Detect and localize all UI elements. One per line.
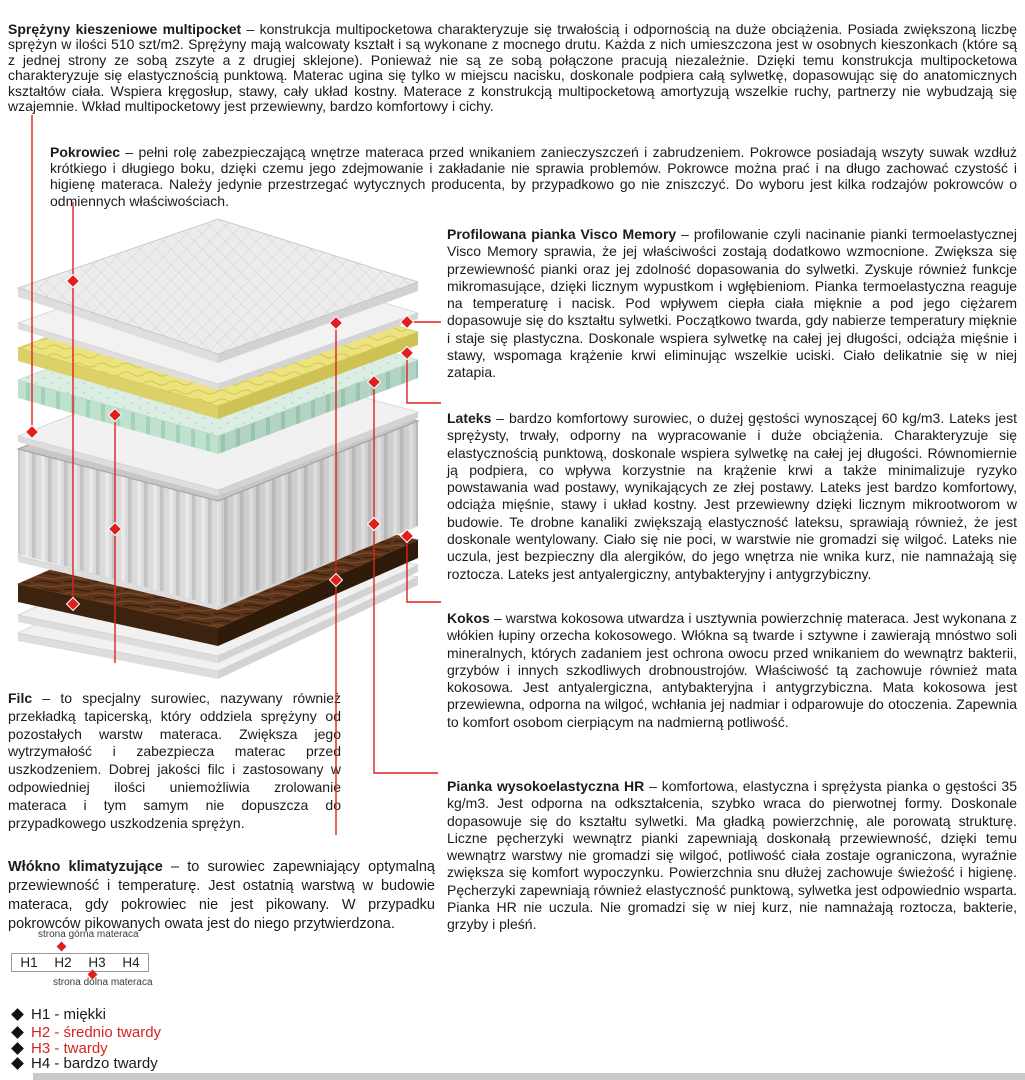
hardness-bottom-side-label: strona dolna materaca [53,977,153,988]
diamond-bullet-icon [11,1026,24,1039]
section-fiber [8,858,435,934]
section-springs-body: – konstrukcja multipocketowa charakteryzuje się trwałością i odpornością na duże obciążenia. Posiada zwiększoną liczbę sprężyn w ilości 510 szt/m2. Sprężyny mają walcowaty kształt i są wykonane z mocnego drutu. Każda z nich umieszczona jest w osobnych kieszonkach (które są z jednej strony ze sobą zszyte a z drugiej sklejone). Ponieważ nie są ze sobą połączone pracują niezależnie. Dzięki temu konstrukcja multipocketowa charakteryzuje się elastycznością punktową. Materac ugina się tylko w miejscu nacisku, doskonale podpiera całą sylwetkę, dopasowując się do anatomicznych kształtów ciała. Wspiera kręgosłup, stawy, cały układ kostny. Materace z konstrukcją multipocketową amortyzują wszelkie ruchy, partnerzy nie wybudzają się wzajemnie. Wkład multipocketowy jest przewiewny, bardzo komfortowy i cichy. [8,21,1018,115]
bottom-divider-bar [33,1073,1025,1080]
mattress-layers-diagram [0,200,440,700]
section-latex [447,410,1017,583]
section-cover-body: – pełni rolę zabezpieczającą wnętrze materaca przed wnikaniem zanieczyszczeń i zabrudzeniem. Pokrowce posiadają wszyty suwak wzdłuż krótkiego i długiego boku, dzięki czemu jego zdejmowanie i zakładanie nie sprawia problemów. Pokrowce można prać i na długo zachować czystość i higienę materaca. Należy jedynie przestrzegać wytycznych producenta, by przypadkowo go nie zniszczyć. Do wyboru jest kilka rodzajów pokrowców o odmiennych właściwościach. [50,144,1018,209]
hardness-scale-box [11,953,149,972]
section-springs [8,22,1017,114]
section-visco-body: – profilowanie czyli nacinanie pianki termoelastycznej Visco Memory sprawia, że jej właściwości zostają dodatkowo wzmocnione. Zwiększa się przewiewność pianki oraz jej zdolność dopasowania do sylwetki. Zyskuje również funkcje mikromasujące, dzięki licznym wypustkom i wgłębieniom. Pianka termoelastyczna reaguje na temperaturę i nacisk. Pod wpływem ciepła ciała mięknie a pod jego ciężarem dopasowuje się do kształtu sylwetki. Początkowo twarda, gdy nabierze temperatury mięknie i staje się plastyczna. Doskonale wspiera sylwetkę na całej jej długości, odciąża mięśnie i stawy, wspomaga krążenie krwi eliminując wszelkie uciski. Ciało delikatnie się w niej zatapia. [447,226,1018,381]
legend-item-h1 [13,1006,106,1022]
hardness-cell-h2: H2 [54,955,72,970]
section-fiber-title: Włókno klimatyzujące [8,858,163,875]
hardness-cell-h1: H1 [20,955,38,970]
section-latex-body: – bardzo komfortowy surowiec, o dużej gęstości wynoszącej 60 kg/m3. Lateks jest sprężysty, trwały, odporny na wypracowanie i duże obciążenia. Charakteryzuje się elastycznością punktową, doskonale wspiera sylwetkę na całej jej długości. Równomiernie ją podpiera, co wpływa korzystnie na krążenie krwi a także minimalizuje ryzyko powstawania wad postawy, wynikających ze złej postawy. Lateks jest bardzo komfortowy, odciąża mięśnie, stawy i układ kostny. Jest przewiewny dzięki licznym mikrootworom w budowie. Te drobne kanaliki zwiększają elastyczność lateksu, sprawiają również, że jest doskonale wentylowany. Ciało się nie poci, w warstwie nie gromadzi się wilgoć. Lateks nie uczula, jest bezpieczny dla alergików, do jego wnętrza nie wnika kurz, nie namnażają się roztocza. Lateks jest antyalergiczny, antybakteryjny i antygrzybiczny. [447,410,1018,582]
section-felt-title: Filc [8,690,33,706]
diamond-bullet-icon [11,1008,24,1021]
section-hr-foam-title: Pianka wysokoelastyczna HR [447,778,645,794]
section-felt [8,690,341,832]
section-springs-title: Sprężyny kieszeniowe multipocket [8,21,242,37]
section-coconut-body: – warstwa kokosowa utwardza i usztywnia powierzchnię materaca. Jest wykonana z włókien łupiny orzecha kokosowego. Włókna są twarde i sztywne i zawierają mnóstwo soli mineralnych, których zadaniem jest ochrona owocu przed wnikaniem do wewnątrz bakterii, grzybów i innych szkodliwych drobnoustrojów. Właściwość tą zachowuje również mata kokosowa. Jest antyalergiczna, antybakteryjna i antygrzybiczna. Mata kokosowa jest przewiewna, odporna na wilgoć, wchłania jej nadmiar i odparowuje do otoczenia. Zapewnia to komfort osobom cierpiącym na nadmierną potliwość. [447,610,1018,730]
legend-item-h1-label: H1 - miękki [31,1005,107,1023]
section-fiber-body: – to surowiec zapewniający optymalną przewiewność i temperaturę. Jest ostatnią warstwą w budowie materaca, gdy pokrowiec nie jest pikowany. W przypadku pokrowców pikowanych owata jest do niego przytwierdzona. [8,858,435,932]
legend-item-h3-label: H3 - twardy [31,1039,108,1057]
section-cover-title: Pokrowiec [50,144,121,160]
legend-item-h2 [13,1024,161,1040]
section-hr-foam-body: – komfortowa, elastyczna i sprężysta pianka o gęstości 35 kg/m3. Jest odporna na odkształcenia, szybko wraca do pierwotnej formy. Doskonale dopasowuje się do kształtu sylwetki. Ma gładką powierzchnię, ale porowatą strukturę. Liczne pęcherzyki wewnątrz pianki zapewniają doskonałą przewiewność, dzięki temu wewnątrz warstwy nie gromadzi się wilgoć, potliwość ciała zostaje ograniczona, wyraźnie zwiększa się komfort wypoczynku. Powierzchnia snu dłużej zachowuje świeżość i higienę. Pęcherzyki zapewniają również elastyczność punktową, sylwetka jest odpowiednio wsparta. Pianka HR nie uczula. Nie gromadzi się w niej kurz, nie namnażają roztocza, bakterie, grzyby i pleśń. [447,778,1018,933]
section-coconut [447,610,1017,731]
hardness-cell-h4: H4 [122,955,140,970]
section-latex-title: Lateks [447,410,492,426]
hardness-cell-h3: H3 [88,955,106,970]
section-visco-title: Profilowana pianka Visco Memory [447,226,677,242]
section-coconut-title: Kokos [447,610,490,626]
diamond-bullet-icon [11,1057,24,1070]
legend-item-h2-label: H2 - średnio twardy [31,1023,162,1041]
diamond-bullet-icon [11,1042,24,1055]
legend-item-h4 [13,1055,158,1071]
section-hr-foam [447,778,1017,934]
hardness-top-side-label: strona górna materaca [38,929,139,940]
legend-item-h4-label: H4 - bardzo twardy [31,1054,158,1072]
section-visco [447,226,1017,382]
section-felt-body: – to specjalny surowiec, nazywany również przekładką tapicerską, który oddziela sprężyny od pozostałych warstw materaca. Zwiększa jego wytrzymałość i zabezpiecza materac przed uszkodzeniem. Dobrej jakości filc i zastosowany w odpowiedniej ilości uniemożliwia zrolowanie materaca i tym samym nie dopuszcza do przypadkowego uszkodzenia sprężyn. [8,690,342,831]
hardness-top-marker-diamond [57,942,67,952]
